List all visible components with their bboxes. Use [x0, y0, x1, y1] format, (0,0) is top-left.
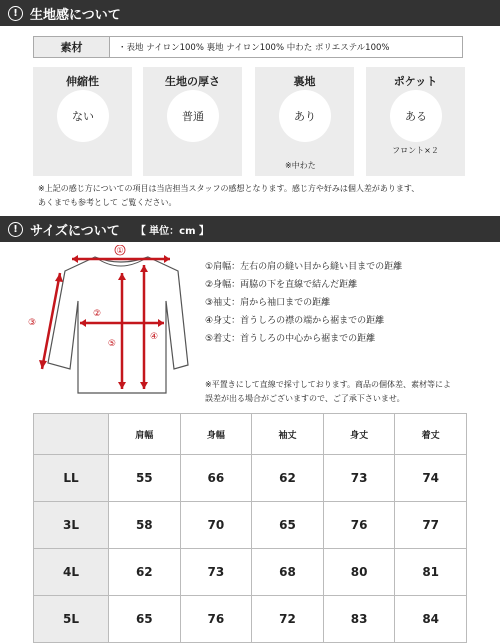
- feature-title: 裏地: [293, 75, 316, 88]
- sleeve-measure-line: [42, 273, 60, 369]
- feature-note: フロント×２: [392, 146, 439, 155]
- legend-item: ②身幅：両脇の下を直線で結んだ距離: [205, 280, 358, 290]
- table-cell: 72: [252, 596, 324, 643]
- table-cell: 58: [109, 502, 181, 549]
- section-title: 生地感について: [30, 7, 121, 23]
- size-label: 5L: [34, 596, 109, 643]
- disclaimer-line: 誤差が出る場合がございますので、ご了承下さいませ。: [205, 394, 405, 403]
- legend-item: ③袖丈：肩から袖口までの距離: [205, 298, 331, 308]
- feature-value: 普通: [167, 90, 219, 142]
- sweater-outline: [48, 257, 188, 393]
- mark-1: ①: [116, 246, 124, 255]
- exclamation-icon: !: [8, 6, 23, 21]
- legend-item: ①肩幅：左右の肩の縫い目から縫い目までの距離: [205, 262, 403, 272]
- legend-item: ⑤着丈：首うしろの中心から裾までの距離: [205, 334, 376, 344]
- table-cell: 66: [180, 455, 252, 502]
- section-header-size: [0, 216, 500, 242]
- feature-value: ある: [390, 90, 442, 142]
- feature-value: ない: [57, 90, 109, 142]
- table-cell: 73: [323, 455, 395, 502]
- table-cell: 77: [395, 502, 467, 549]
- table-cell: 70: [180, 502, 252, 549]
- size-label: LL: [34, 455, 109, 502]
- column-header: 着丈: [395, 414, 467, 455]
- table-row: [34, 549, 467, 596]
- table-header-row: [34, 414, 467, 455]
- section-header-fabric: [0, 0, 500, 26]
- feature-box-lining: [255, 67, 354, 176]
- column-header: 身幅: [180, 414, 252, 455]
- material-row: [33, 36, 463, 58]
- arrow-head: [158, 319, 164, 327]
- mark-2: ②: [92, 309, 102, 319]
- measurement-legend: [205, 258, 402, 348]
- table-cell: 62: [252, 455, 324, 502]
- column-header: 袖丈: [252, 414, 324, 455]
- table-cell: 76: [323, 502, 395, 549]
- table-cell: 74: [395, 455, 467, 502]
- table-cell: 68: [252, 549, 324, 596]
- table-cell: 80: [323, 549, 395, 596]
- table-row: [34, 455, 467, 502]
- arrow-head: [140, 382, 148, 389]
- arrow-head: [140, 265, 148, 272]
- material-value: ・表地 ナイロン100% 裏地 ナイロン100% 中わた ポリエステル100%: [118, 43, 390, 53]
- feature-title: 生地の厚さ: [165, 75, 220, 88]
- mark-3: ③: [27, 318, 37, 328]
- table-row: [34, 502, 467, 549]
- mark-4: ④: [150, 332, 159, 342]
- garment-diagram: [20, 245, 200, 405]
- arrow-head: [164, 255, 170, 263]
- table-cell: 65: [109, 596, 181, 643]
- size-label: 4L: [34, 549, 109, 596]
- mark-5: ⑤: [107, 339, 116, 349]
- column-header: 肩幅: [109, 414, 181, 455]
- exclamation-icon: !: [8, 222, 23, 237]
- table-cell: 73: [180, 549, 252, 596]
- arrow-head: [72, 255, 78, 263]
- table-cell: 65: [252, 502, 324, 549]
- material-label: 素材: [34, 37, 110, 57]
- feature-note: ※中わた: [285, 161, 316, 170]
- section-title: サイズについて: [30, 223, 120, 239]
- disclaimer-line: ※平置きにして直線で採寸しております。商品の個体差、素材等によ: [205, 380, 452, 389]
- table-cell: 81: [395, 549, 467, 596]
- feature-title: 伸縮性: [66, 75, 99, 88]
- arrow-head: [80, 319, 86, 327]
- feature-value: あり: [279, 90, 331, 142]
- legend-item: ④身丈：首うしろの襟の端から裾までの距離: [205, 316, 385, 326]
- disclaimer-line: ※上記の感じ方についての項目は当店担当スタッフの感想となります。感じ方や好みは個人差があります、: [38, 184, 420, 193]
- feature-box-pocket: [366, 67, 465, 176]
- table-corner: [34, 414, 109, 455]
- arrow-head: [118, 273, 126, 280]
- column-header: 身丈: [323, 414, 395, 455]
- size-table: [33, 413, 467, 643]
- unit-label: 【 単位：cm 】: [135, 225, 210, 237]
- feature-box-stretch: [33, 67, 132, 176]
- table-cell: 83: [323, 596, 395, 643]
- table-cell: 55: [109, 455, 181, 502]
- fabric-disclaimer: [38, 182, 419, 210]
- table-row: [34, 596, 467, 643]
- size-label: 3L: [34, 502, 109, 549]
- feature-title: ポケット: [393, 75, 438, 88]
- feature-box-thickness: [143, 67, 242, 176]
- disclaimer-line: あくまでも参考として ご覧ください。: [38, 198, 177, 207]
- size-disclaimer: [205, 378, 451, 406]
- arrow-head: [118, 382, 126, 389]
- table-cell: 84: [395, 596, 467, 643]
- table-cell: 76: [180, 596, 252, 643]
- table-cell: 62: [109, 549, 181, 596]
